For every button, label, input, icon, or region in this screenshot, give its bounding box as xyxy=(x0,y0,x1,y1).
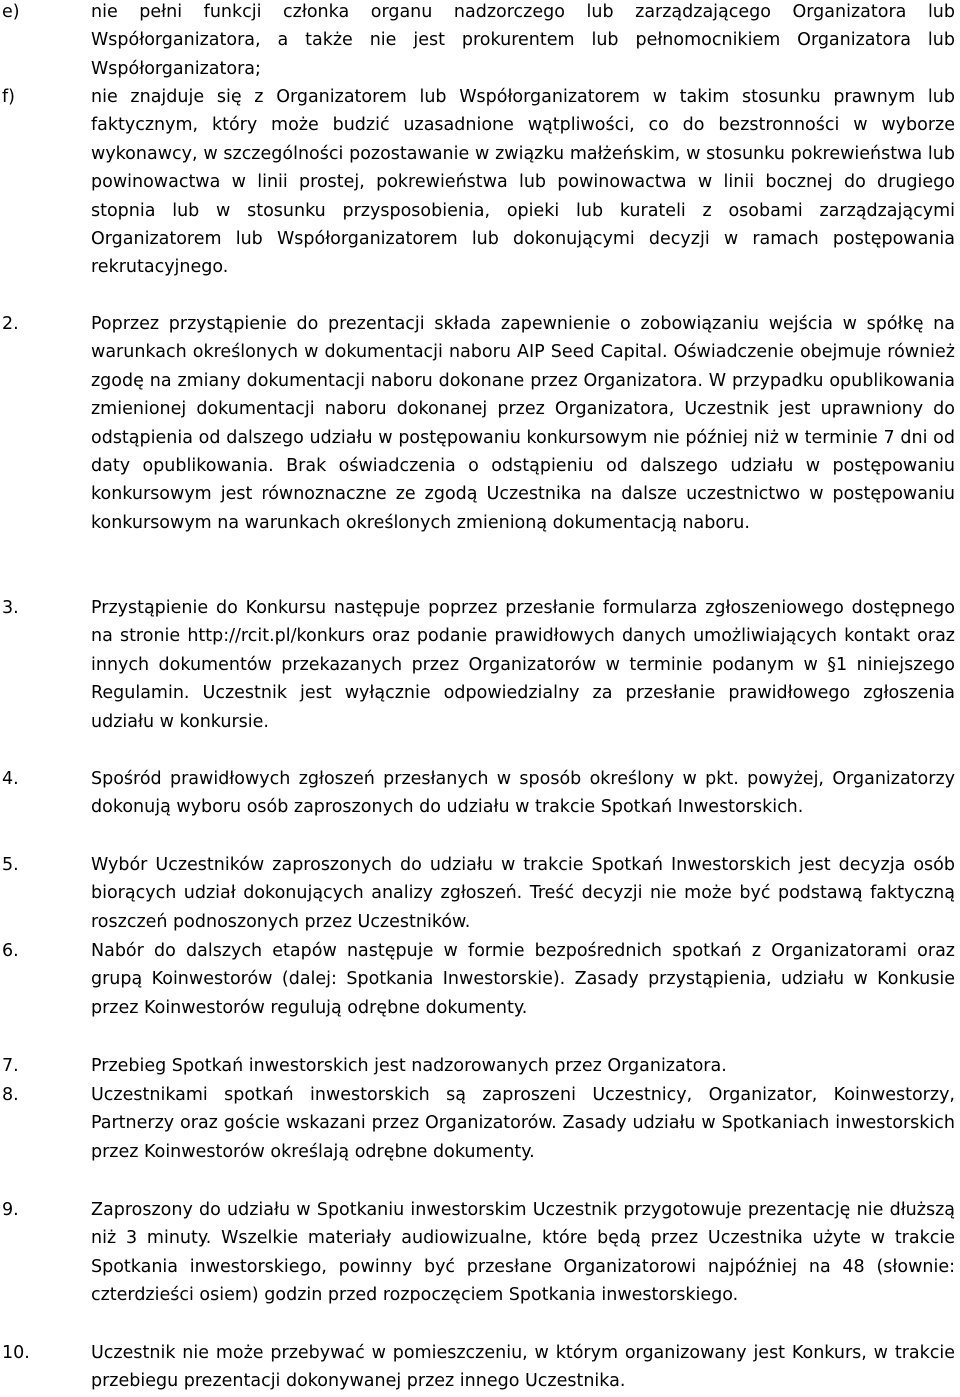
list-item-text: Zaproszony do udziału w Spotkaniu inwestorskim Uczestnik przygotowuje prezentację nie dłuższą niż 3 minuty. Wszelkie materiały audiowizualne, które będą przez Uczestnika użyte w trakcie Spotkania inwestorskiego, powinny być przesłane Organizatorowi najpóźniej na 48 (słownie: czterdzieści osiem) godzin przed rozpoczęciem Spotkania inwestorskiego. xyxy=(91,1200,955,1306)
list-marker: 2. xyxy=(2,314,19,334)
list-marker: e) xyxy=(2,2,20,22)
list-item-text: Uczestnik nie może przebywać w pomieszczeniu, w którym organizowany jest Konkurs, w trakcie przebiegu prezentacji dokonywanej przez innego Uczestnika. xyxy=(91,1343,955,1392)
list-marker: 5. xyxy=(2,855,19,875)
list-marker: 6. xyxy=(2,941,19,961)
list-item-text: nie znajduje się z Organizatorem lub Współorganizatorem w takim stosunku prawnym lub faktycznym, który może budzić uzasadnione wątpliwości, co do bezstronności w wyborze wykonawcy, w szczególności pozostawanie w związku małżeńskim, w stosunku pokrewieństwa lub powinowactwa w linii prostej, pokrewieństwa lub powinowactwa w linii bocznej do drugiego stopnia lub w stosunku przysposobienia, opieki lub kurateli z osobami zarządzającymi Organizatorem lub Współorganizatorem lub dokonującymi decyzji w ramach postępowania rekrutacyjnego. xyxy=(91,87,955,278)
list-marker: 9. xyxy=(2,1200,19,1220)
list-item-text: Nabór do dalszych etapów następuje w formie bezpośrednich spotkań z Organizatorami oraz grupą Koinwestorów (dalej: Spotkania Inwestorskie). Zasady przystąpienia, udziału w Konkusie przez Koinwestorów regulują odrębne dokumenty. xyxy=(91,941,955,1018)
list-marker: 7. xyxy=(2,1056,19,1076)
list-marker: 8. xyxy=(2,1085,19,1105)
list-item-text: nie pełni funkcji członka organu nadzorczego lub zarządzającego Organizatora lub Współorganizatora, a także nie jest prokurentem lub pełnomocnikiem Organizatora lub Współorganizatora; xyxy=(91,2,955,79)
list-item-text: Poprzez przystąpienie do prezentacji składa zapewnienie o zobowiązaniu wejścia w spółkę na warunkach określonych w dokumentacji naboru AIP Seed Capital. Oświadczenie obejmuje również zgodę na zmiany dokumentacji naboru dokonane przez Organizatora. W przypadku opublikowania zmienionej dokumentacji naboru dokonanej przez Organizatora, Uczestnik jest uprawniony do odstąpienia od dalszego udziału w postępowaniu konkursowym nie później niż w terminie 7 dni od daty opublikowania. Brak oświadczenia o odstąpieniu od dalszego udziału w postępowaniu konkursowym jest równoznaczne ze zgodą Uczestnika na dalsze uczestnictwo w postępowaniu konkursowym na warunkach określonych zmienioną dokumentacją naboru. xyxy=(91,314,955,533)
list-marker: f) xyxy=(2,87,15,107)
list-item-text: Uczestnikami spotkań inwestorskich są zaproszeni Uczestnicy, Organizator, Koinwestorzy, Partnerzy oraz goście wskazani przez Organizatorów. Zasady udziału w Spotkaniach inwestorskich przez Koinwestorów określają odrębne dokumenty. xyxy=(91,1085,955,1162)
list-marker: 4. xyxy=(2,769,19,789)
list-marker: 3. xyxy=(2,598,19,618)
list-item-text: Wybór Uczestników zaproszonych do udziału w trakcie Spotkań Inwestorskich jest decyzja osób biorących udział dokonujących analizy zgłoszeń. Treść decyzji nie może być podstawą faktyczną roszczeń podnoszonych przez Uczestników. xyxy=(91,855,955,932)
list-item-text: Przystąpienie do Konkursu następuje poprzez przesłanie formularza zgłoszeniowego dostępnego na stronie http://rcit.pl/konkurs oraz podanie prawidłowych danych umożliwiających kontakt oraz innych dokumentów przekazanych przez Organizatorów w terminie podanym w §1 niniejszego Regulamin. Uczestnik jest wyłącznie odpowiedzialny za przesłanie prawidłowego zgłoszenia udziału w konkursie. xyxy=(91,598,955,732)
list-marker: 10. xyxy=(2,1343,30,1363)
list-item-text: Przebieg Spotkań inwestorskich jest nadzorowanych przez Organizatora. xyxy=(91,1056,727,1076)
list-item-text: Spośród prawidłowych zgłoszeń przesłanych w sposób określony w pkt. powyżej, Organizatorzy dokonują wyboru osób zaproszonych do udziału w trakcie Spotkań Inwestorskich. xyxy=(91,769,955,818)
